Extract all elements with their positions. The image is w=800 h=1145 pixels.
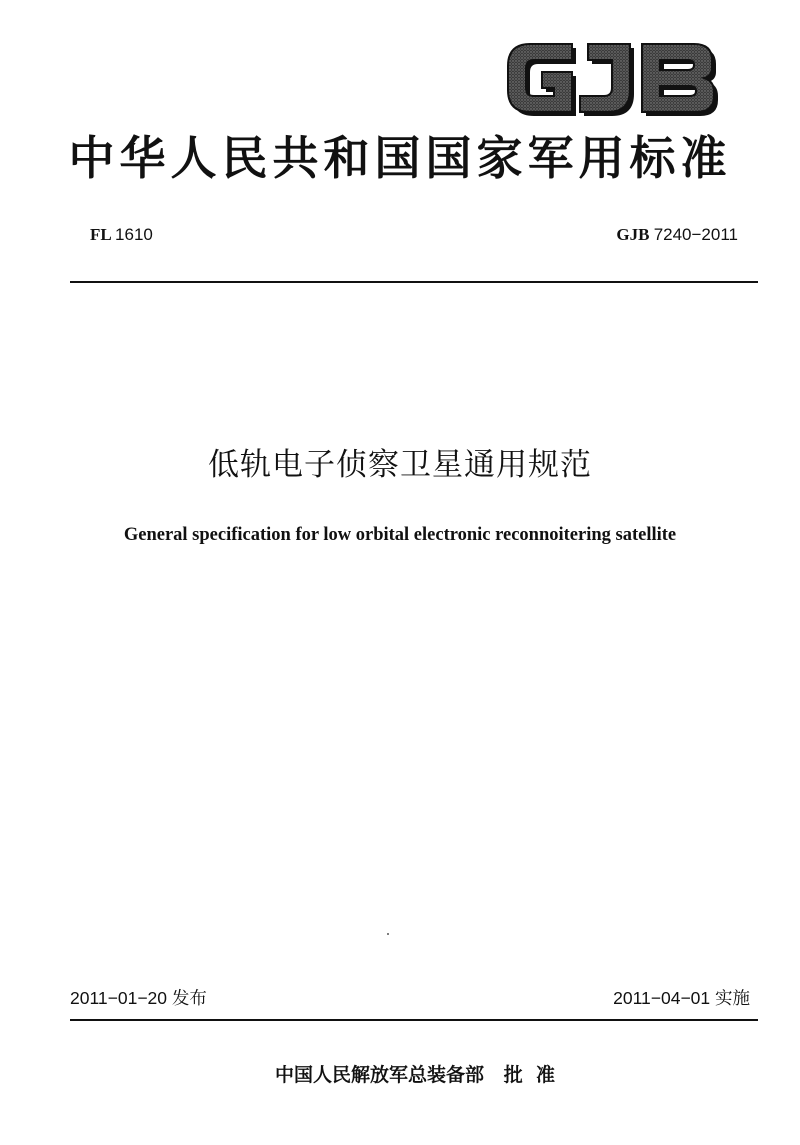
implementation-date: 2011−04−01 实施	[613, 988, 750, 1008]
approving-authority: 中国人民解放军总装备部 批 准	[274, 1064, 556, 1086]
classification-number: 1610	[115, 225, 153, 244]
header-divider	[70, 281, 758, 283]
document-title-en: General specification for low orbital electronic reconnoitering satellite	[123, 525, 677, 545]
issue-date: 2011−01−20 发布	[70, 988, 207, 1008]
standard-prefix: GJB	[616, 225, 650, 244]
standard-code	[616, 224, 738, 246]
gjb-logo	[500, 30, 720, 126]
classification-prefix: FL	[90, 225, 111, 244]
footer-divider	[70, 1019, 758, 1021]
standard-number: 7240−2011	[653, 225, 738, 244]
document-title-zh: 低轨电子侦察卫星通用规范	[208, 447, 592, 483]
scan-speck	[387, 933, 389, 935]
national-standard-title: 中华人民共和国国家军用标准	[68, 131, 732, 185]
classification-code	[90, 224, 153, 246]
